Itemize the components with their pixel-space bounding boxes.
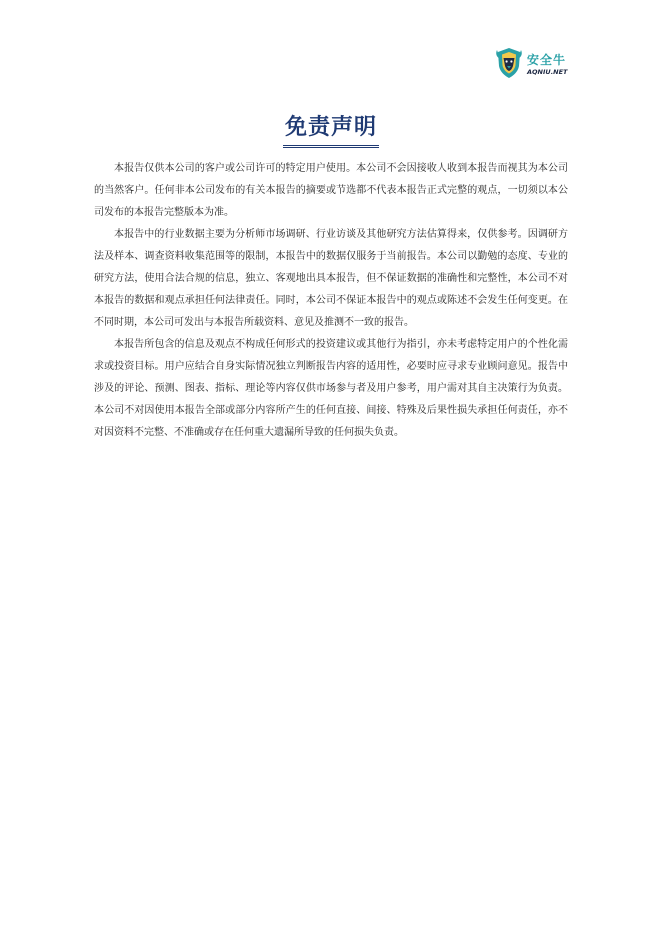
paragraph-1: 本报告仅供本公司的客户或公司许可的特定用户使用。本公司不会因接收人收到本报告而视其为本公司的当然客户。任何非本公司发布的有关本报告的摘要或节选都不代表本报告正式完整的观点，一切须以本公司发布的本报告完整版本为准。 (94, 163, 568, 218)
title-container (0, 113, 662, 148)
logo-text-cn: 安全牛 (527, 53, 567, 67)
disclaimer-body (94, 158, 568, 444)
logo-text-en: AQNIU.NET (527, 68, 568, 76)
paragraph-2: 本报告中的行业数据主要为分析师市场调研、行业访谈及其他研究方法估算得来，仅供参考。因调研方法及样本、调查资料收集范围等的限制，本报告中的数据仅服务于当前报告。本公司以勤勉的态度、专业的研究方法，使用合法合规的信息，独立、客观地出具本报告，但不保证数据的准确性和完整性，本公司不对本报告的数据和观点承担任何法律责任。同时，本公司不保证本报告中的观点或陈述不会发生任何变更。在不同时期，本公司可发出与本报告所载资料、意见及推测不一致的报告。 (94, 229, 568, 328)
page-title: 免责声明 (283, 113, 379, 148)
paragraph-3: 本报告所包含的信息及观点不构成任何形式的投资建议或其他行为指引，亦未考虑特定用户的个性化需求或投资目标。用户应结合自身实际情况独立判断报告内容的适用性，必要时应寻求专业顾问意见。报告中涉及的评论、预测、图表、指标、理论等内容仅供市场参与者及用户参考，用户需对其自主决策行为负责。本公司不对因使用本报告全部或部分内容所产生的任何直接、间接、特殊及后果性损失承担任何责任，亦不对因资料不完整、不准确或存在任何重大遗漏所导致的任何损失负责。 (94, 339, 568, 438)
bull-shield-icon (494, 44, 524, 80)
logo (494, 44, 574, 82)
